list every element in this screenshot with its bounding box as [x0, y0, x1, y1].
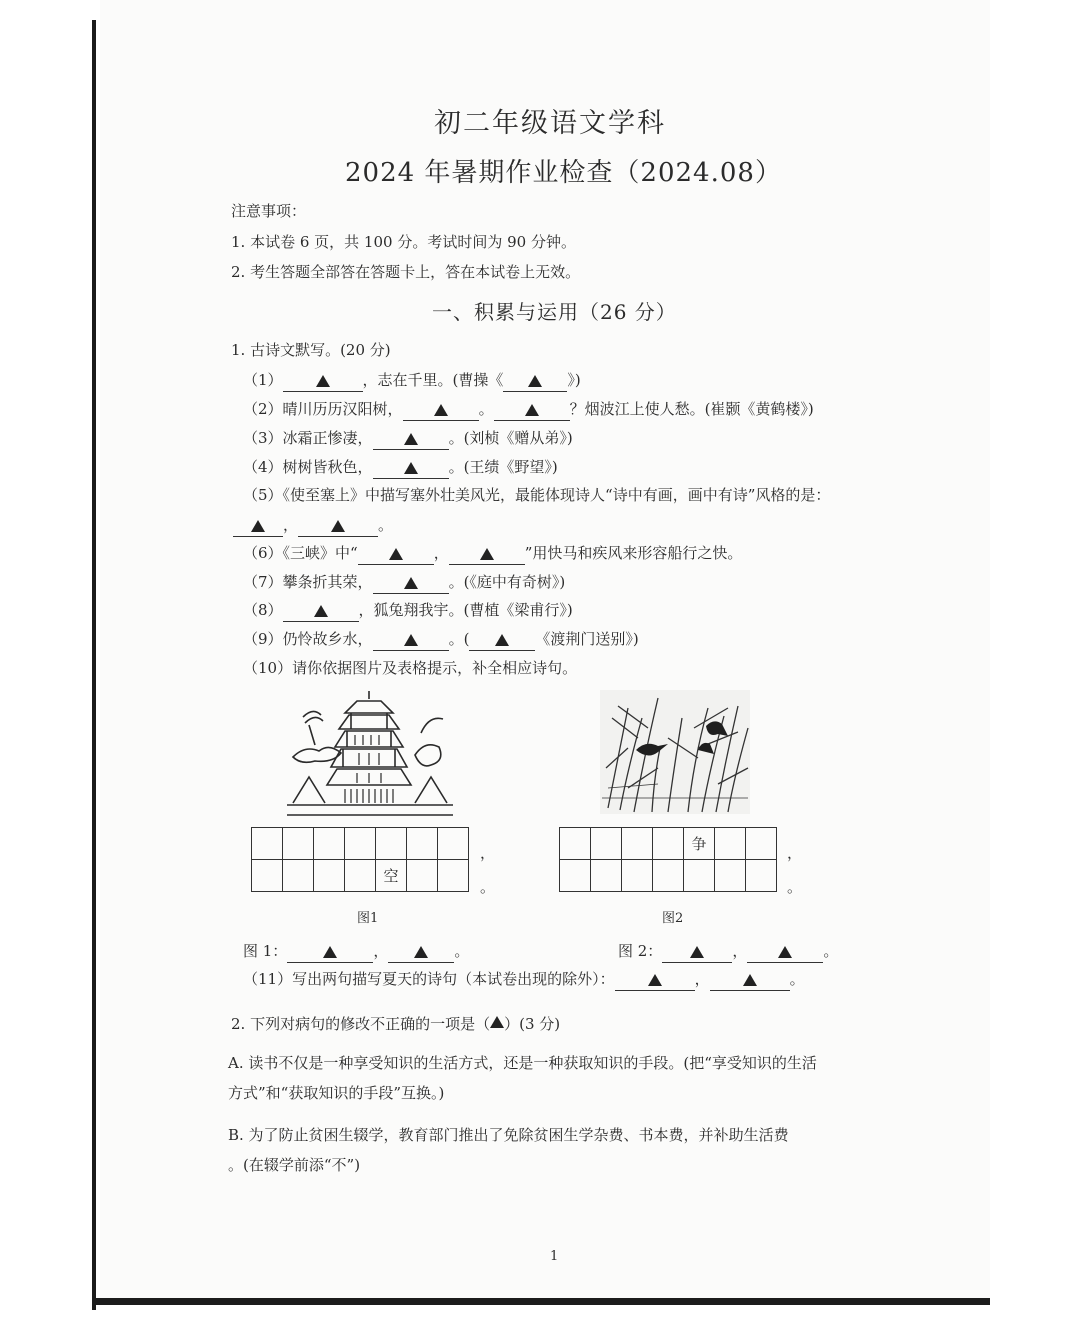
section-heading: 一、积累与运用（26 分）: [432, 300, 677, 324]
q1-item-3: （3）冰霜正惨凄， 。(刘桢《赠从弟》): [243, 431, 573, 450]
yellow-crane-tower-illustration: [285, 685, 455, 820]
scan-edge-left: [92, 20, 96, 1310]
answer-blank[interactable]: [710, 974, 790, 991]
page-number: 1: [550, 1249, 559, 1264]
answer-blank[interactable]: [388, 946, 454, 963]
triangle-marker-icon: [404, 462, 418, 474]
notes-item-1: 1. 本试卷 6 页，共 100 分。考试时间为 90 分钟。: [231, 233, 576, 251]
triangle-marker-icon: [404, 634, 418, 646]
answer-blank[interactable]: [373, 462, 449, 479]
q1-item-1: （1） ，志在千里。(曹操《 》): [243, 373, 581, 392]
triangle-marker-icon: [331, 520, 345, 532]
answer-grid-fig1: [251, 827, 469, 892]
grid-comma: ，: [480, 844, 496, 862]
triangle-marker-icon: [648, 974, 662, 986]
answer-blank[interactable]: [283, 375, 363, 392]
scan-edge-bottom: [92, 1298, 990, 1305]
cloud-icon: [293, 747, 341, 762]
answer-blank[interactable]: [469, 634, 535, 651]
triangle-marker-icon: [414, 946, 428, 958]
triangle-marker-icon: [314, 605, 328, 617]
figure-2-caption: 图2: [662, 911, 684, 926]
grid-cell-char: 争: [684, 828, 715, 860]
answer-blank[interactable]: [503, 375, 567, 392]
q2-option-a-line1: A. 读书不仅是一种享受知识的生活方式，还是一种获取知识的手段。(把“享受知识的生活: [228, 1054, 817, 1072]
q2-option-b-line2: 。(在辍学前添“不”): [228, 1156, 361, 1174]
notes-heading: 注意事项：: [231, 202, 307, 220]
grid-comma: ，: [787, 844, 803, 862]
triangle-marker-icon: [404, 433, 418, 445]
q1-item-6: （6）《三峡》中“ ， ”用快马和疾风来形容船行之快。: [243, 546, 742, 565]
answer-blank[interactable]: [298, 520, 378, 537]
answer-blank[interactable]: [373, 634, 449, 651]
figure-1-caption: 图1: [357, 911, 379, 926]
triangle-marker-icon: [490, 1016, 504, 1028]
q1-item-8: （8） ，狐兔翔我宇。(曹植《梁甫行》): [243, 603, 573, 622]
q1-item-11: （11）写出两句描写夏天的诗句（本试卷出现的除外）： ， 。: [243, 972, 805, 991]
answer-blank[interactable]: [615, 974, 695, 991]
answer-blank[interactable]: [287, 946, 373, 963]
answer-blank[interactable]: [449, 548, 525, 565]
triangle-marker-icon: [690, 946, 704, 958]
triangle-marker-icon: [434, 404, 448, 416]
triangle-marker-icon: [525, 404, 539, 416]
bird-reeds-illustration: [598, 688, 753, 816]
q2-option-b-line1: B. 为了防止贫困生辍学，教育部门推出了免除贫困生学杂费、书本费，并补助生活费: [228, 1126, 789, 1144]
answer-blank[interactable]: [358, 548, 434, 565]
q1-item-9: （9）仍怜故乡水， 。( 《渡荆门送别》): [243, 632, 639, 651]
triangle-marker-icon: [251, 520, 265, 532]
notes-item-2: 2. 考生答题全部答在答题卡上，答在本试卷上无效。: [231, 263, 581, 281]
triangle-marker-icon: [389, 548, 403, 560]
q1-item-4: （4）树树皆秋色， 。(王绩《野望》): [243, 460, 558, 479]
q2-option-a-line2: 方式”和“获取知识的手段”互换。): [228, 1084, 445, 1102]
crane-icon: [303, 711, 323, 723]
triangle-marker-icon: [323, 946, 337, 958]
triangle-marker-icon: [480, 548, 494, 560]
question-2-heading: 2. 下列对病句的修改不正确的一项是（ ）(3 分): [231, 1015, 561, 1033]
answer-blank[interactable]: [283, 605, 359, 622]
grid-period: 。: [787, 878, 803, 896]
q1-item-10: （10）请你依据图片及表格提示，补全相应诗句。: [243, 659, 578, 677]
exam-subtitle: 2024 年暑期作业检查（2024.08）: [345, 158, 782, 188]
question-1-heading: 1. 古诗文默写。(20 分): [231, 341, 391, 359]
q1-item-5-answers: ， 。: [233, 518, 393, 537]
q1-item-5: （5）《使至塞上》中描写塞外壮美风光，最能体现诗人“诗中有画，画中有诗”风格的是：: [243, 486, 831, 504]
answer-blank[interactable]: [403, 404, 479, 421]
figure-1-answer: 图 1： ， 。: [243, 944, 469, 963]
q1-item-7: （7）攀条折其荣， 。(《庭中有奇树》): [243, 575, 565, 594]
answer-blank[interactable]: [662, 946, 732, 963]
triangle-marker-icon: [404, 577, 418, 589]
triangle-marker-icon: [743, 974, 757, 986]
triangle-marker-icon: [778, 946, 792, 958]
triangle-marker-icon: [528, 375, 542, 387]
answer-blank[interactable]: [494, 404, 570, 421]
figure-2-answer: 图 2： ， 。: [618, 944, 838, 963]
cloud-icon: [415, 745, 441, 766]
q1-item-2: （2）晴川历历汉阳树， 。 ？烟波江上使人愁。(崔颢《黄鹤楼》): [243, 402, 814, 421]
answer-blank[interactable]: [373, 433, 449, 450]
grid-cell-char: 空: [376, 860, 407, 892]
answer-grid-fig2: [559, 827, 777, 892]
answer-blank[interactable]: [373, 577, 449, 594]
grid-period: 。: [480, 878, 496, 896]
triangle-marker-icon: [316, 375, 330, 387]
answer-blank[interactable]: [233, 520, 283, 537]
answer-blank[interactable]: [747, 946, 823, 963]
exam-title: 初二年级语文学科: [434, 108, 666, 139]
triangle-marker-icon: [495, 634, 509, 646]
